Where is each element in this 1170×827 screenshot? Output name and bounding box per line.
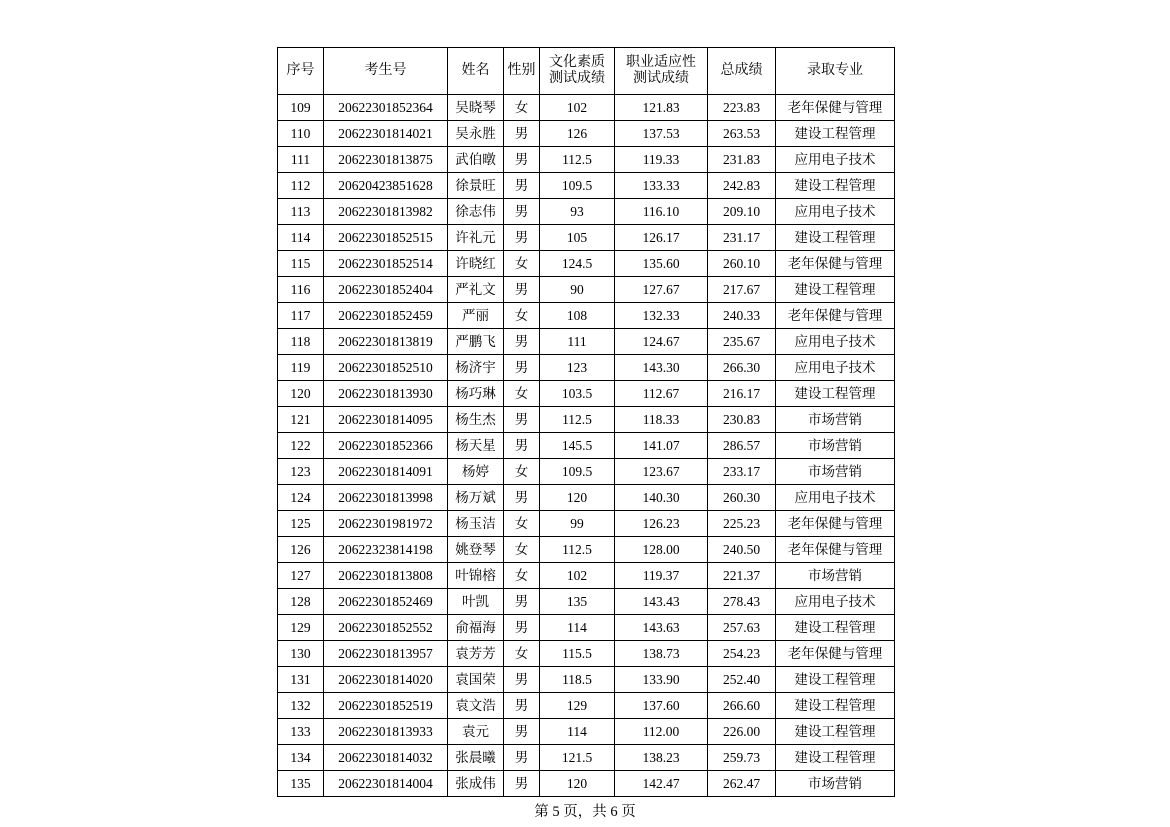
cell-total-score: 252.40 bbox=[708, 667, 776, 693]
cell-culture-score: 135 bbox=[540, 589, 615, 615]
cell-culture-score: 145.5 bbox=[540, 433, 615, 459]
cell-total-score: 240.33 bbox=[708, 303, 776, 329]
cell-vocational-score: 143.63 bbox=[615, 615, 708, 641]
cell-name: 杨生杰 bbox=[448, 407, 504, 433]
cell-total-score: 216.17 bbox=[708, 381, 776, 407]
cell-major: 建设工程管理 bbox=[776, 225, 895, 251]
cell-name: 许礼元 bbox=[448, 225, 504, 251]
column-header-major-line-1: 录取专业 bbox=[807, 62, 863, 78]
cell-culture-score: 114 bbox=[540, 719, 615, 745]
cell-major: 应用电子技术 bbox=[776, 589, 895, 615]
table-row bbox=[278, 173, 895, 199]
column-header-culture-score-line-1: 文化素质 bbox=[549, 54, 605, 70]
cell-vocational-score: 119.37 bbox=[615, 563, 708, 589]
table-row bbox=[278, 199, 895, 225]
cell-vocational-score: 133.90 bbox=[615, 667, 708, 693]
cell-gender: 男 bbox=[504, 329, 540, 355]
cell-major: 建设工程管理 bbox=[776, 277, 895, 303]
table-row bbox=[278, 121, 895, 147]
cell-major: 老年保健与管理 bbox=[776, 251, 895, 277]
cell-exam-no: 20622301852404 bbox=[324, 277, 448, 303]
table-row bbox=[278, 407, 895, 433]
table-row bbox=[278, 277, 895, 303]
table-row bbox=[278, 589, 895, 615]
cell-total-score: 263.53 bbox=[708, 121, 776, 147]
cell-exam-no: 20622301852364 bbox=[324, 95, 448, 121]
cell-seq: 122 bbox=[278, 433, 324, 459]
table-row bbox=[278, 225, 895, 251]
cell-seq: 130 bbox=[278, 641, 324, 667]
cell-gender: 男 bbox=[504, 771, 540, 797]
cell-total-score: 240.50 bbox=[708, 537, 776, 563]
cell-total-score: 231.17 bbox=[708, 225, 776, 251]
cell-name: 杨婷 bbox=[448, 459, 504, 485]
cell-exam-no: 20622323814198 bbox=[324, 537, 448, 563]
cell-exam-no: 20622301814095 bbox=[324, 407, 448, 433]
cell-name: 张成伟 bbox=[448, 771, 504, 797]
column-header-exam-no-line-1: 考生号 bbox=[364, 62, 407, 78]
cell-major: 应用电子技术 bbox=[776, 199, 895, 225]
cell-exam-no: 20620423851628 bbox=[324, 173, 448, 199]
cell-gender: 女 bbox=[504, 537, 540, 563]
cell-gender: 女 bbox=[504, 459, 540, 485]
cell-name: 叶锦榕 bbox=[448, 563, 504, 589]
cell-culture-score: 102 bbox=[540, 95, 615, 121]
cell-vocational-score: 140.30 bbox=[615, 485, 708, 511]
cell-gender: 女 bbox=[504, 303, 540, 329]
cell-total-score: 259.73 bbox=[708, 745, 776, 771]
column-header-name bbox=[448, 48, 504, 95]
cell-seq: 120 bbox=[278, 381, 324, 407]
cell-gender: 男 bbox=[504, 355, 540, 381]
admission-roster-table-wrapper bbox=[277, 47, 894, 797]
cell-exam-no: 20622301852366 bbox=[324, 433, 448, 459]
cell-total-score: 257.63 bbox=[708, 615, 776, 641]
cell-vocational-score: 143.43 bbox=[615, 589, 708, 615]
cell-major: 应用电子技术 bbox=[776, 147, 895, 173]
cell-seq: 115 bbox=[278, 251, 324, 277]
cell-vocational-score: 133.33 bbox=[615, 173, 708, 199]
cell-major: 应用电子技术 bbox=[776, 355, 895, 381]
cell-seq: 135 bbox=[278, 771, 324, 797]
cell-seq: 134 bbox=[278, 745, 324, 771]
table-row bbox=[278, 615, 895, 641]
cell-vocational-score: 112.67 bbox=[615, 381, 708, 407]
cell-culture-score: 123 bbox=[540, 355, 615, 381]
cell-vocational-score: 137.53 bbox=[615, 121, 708, 147]
cell-major: 建设工程管理 bbox=[776, 719, 895, 745]
cell-major: 市场营销 bbox=[776, 771, 895, 797]
cell-culture-score: 126 bbox=[540, 121, 615, 147]
table-row bbox=[278, 95, 895, 121]
cell-gender: 男 bbox=[504, 615, 540, 641]
cell-seq: 126 bbox=[278, 537, 324, 563]
cell-seq: 123 bbox=[278, 459, 324, 485]
cell-exam-no: 20622301813930 bbox=[324, 381, 448, 407]
cell-total-score: 262.47 bbox=[708, 771, 776, 797]
cell-gender: 男 bbox=[504, 433, 540, 459]
cell-total-score: 225.23 bbox=[708, 511, 776, 537]
cell-exam-no: 20622301814021 bbox=[324, 121, 448, 147]
cell-seq: 112 bbox=[278, 173, 324, 199]
cell-gender: 男 bbox=[504, 277, 540, 303]
table-row bbox=[278, 719, 895, 745]
cell-seq: 117 bbox=[278, 303, 324, 329]
cell-major: 应用电子技术 bbox=[776, 485, 895, 511]
cell-gender: 男 bbox=[504, 693, 540, 719]
column-header-name-line-1: 姓名 bbox=[461, 62, 490, 78]
cell-culture-score: 102 bbox=[540, 563, 615, 589]
cell-seq: 131 bbox=[278, 667, 324, 693]
cell-culture-score: 109.5 bbox=[540, 459, 615, 485]
cell-gender: 男 bbox=[504, 485, 540, 511]
cell-seq: 118 bbox=[278, 329, 324, 355]
column-header-major bbox=[776, 48, 895, 95]
cell-culture-score: 129 bbox=[540, 693, 615, 719]
cell-total-score: 278.43 bbox=[708, 589, 776, 615]
cell-seq: 129 bbox=[278, 615, 324, 641]
cell-total-score: 226.00 bbox=[708, 719, 776, 745]
page-footer bbox=[0, 800, 1170, 821]
cell-major: 建设工程管理 bbox=[776, 121, 895, 147]
cell-exam-no: 20622301852510 bbox=[324, 355, 448, 381]
cell-name: 俞福海 bbox=[448, 615, 504, 641]
cell-total-score: 233.17 bbox=[708, 459, 776, 485]
cell-vocational-score: 138.73 bbox=[615, 641, 708, 667]
cell-exam-no: 20622301813998 bbox=[324, 485, 448, 511]
cell-culture-score: 120 bbox=[540, 771, 615, 797]
cell-exam-no: 20622301852515 bbox=[324, 225, 448, 251]
column-header-seq-line-1: 序号 bbox=[286, 62, 315, 78]
cell-culture-score: 99 bbox=[540, 511, 615, 537]
table-row bbox=[278, 745, 895, 771]
cell-seq: 133 bbox=[278, 719, 324, 745]
cell-major: 老年保健与管理 bbox=[776, 303, 895, 329]
cell-total-score: 231.83 bbox=[708, 147, 776, 173]
cell-total-score: 260.30 bbox=[708, 485, 776, 511]
table-body bbox=[278, 95, 895, 797]
cell-culture-score: 112.5 bbox=[540, 147, 615, 173]
cell-exam-no: 20622301814032 bbox=[324, 745, 448, 771]
cell-exam-no: 20622301852469 bbox=[324, 589, 448, 615]
cell-name: 张晨曦 bbox=[448, 745, 504, 771]
cell-name: 袁芳芳 bbox=[448, 641, 504, 667]
cell-total-score: 230.83 bbox=[708, 407, 776, 433]
cell-gender: 男 bbox=[504, 745, 540, 771]
cell-seq: 124 bbox=[278, 485, 324, 511]
table-row bbox=[278, 303, 895, 329]
cell-culture-score: 93 bbox=[540, 199, 615, 225]
cell-gender: 女 bbox=[504, 251, 540, 277]
cell-name: 吴永胜 bbox=[448, 121, 504, 147]
cell-name: 袁国荣 bbox=[448, 667, 504, 693]
cell-total-score: 221.37 bbox=[708, 563, 776, 589]
column-header-total-score-line-1: 总成绩 bbox=[720, 62, 763, 78]
cell-exam-no: 20622301813808 bbox=[324, 563, 448, 589]
cell-major: 市场营销 bbox=[776, 459, 895, 485]
cell-major: 市场营销 bbox=[776, 563, 895, 589]
cell-name: 杨玉洁 bbox=[448, 511, 504, 537]
cell-culture-score: 109.5 bbox=[540, 173, 615, 199]
cell-vocational-score: 112.00 bbox=[615, 719, 708, 745]
cell-seq: 109 bbox=[278, 95, 324, 121]
table-row bbox=[278, 771, 895, 797]
cell-major: 老年保健与管理 bbox=[776, 641, 895, 667]
cell-culture-score: 112.5 bbox=[540, 407, 615, 433]
cell-exam-no: 20622301813957 bbox=[324, 641, 448, 667]
cell-seq: 121 bbox=[278, 407, 324, 433]
cell-vocational-score: 128.00 bbox=[615, 537, 708, 563]
cell-vocational-score: 143.30 bbox=[615, 355, 708, 381]
table-row bbox=[278, 485, 895, 511]
table-row bbox=[278, 563, 895, 589]
cell-culture-score: 112.5 bbox=[540, 537, 615, 563]
table-row bbox=[278, 511, 895, 537]
cell-name: 徐志伟 bbox=[448, 199, 504, 225]
cell-gender: 男 bbox=[504, 719, 540, 745]
cell-vocational-score: 137.60 bbox=[615, 693, 708, 719]
cell-major: 建设工程管理 bbox=[776, 667, 895, 693]
cell-seq: 111 bbox=[278, 147, 324, 173]
cell-exam-no: 20622301814020 bbox=[324, 667, 448, 693]
cell-major: 应用电子技术 bbox=[776, 329, 895, 355]
cell-name: 徐景旺 bbox=[448, 173, 504, 199]
column-header-total-score bbox=[708, 48, 776, 95]
cell-culture-score: 124.5 bbox=[540, 251, 615, 277]
cell-seq: 116 bbox=[278, 277, 324, 303]
cell-vocational-score: 141.07 bbox=[615, 433, 708, 459]
table-row bbox=[278, 667, 895, 693]
cell-gender: 男 bbox=[504, 121, 540, 147]
cell-name: 叶凯 bbox=[448, 589, 504, 615]
cell-exam-no: 20622301813933 bbox=[324, 719, 448, 745]
cell-gender: 男 bbox=[504, 667, 540, 693]
cell-gender: 女 bbox=[504, 95, 540, 121]
cell-vocational-score: 118.33 bbox=[615, 407, 708, 433]
cell-seq: 125 bbox=[278, 511, 324, 537]
cell-exam-no: 20622301852459 bbox=[324, 303, 448, 329]
cell-vocational-score: 127.67 bbox=[615, 277, 708, 303]
cell-gender: 女 bbox=[504, 641, 540, 667]
cell-vocational-score: 126.17 bbox=[615, 225, 708, 251]
cell-vocational-score: 119.33 bbox=[615, 147, 708, 173]
cell-culture-score: 108 bbox=[540, 303, 615, 329]
cell-vocational-score: 142.47 bbox=[615, 771, 708, 797]
admission-roster-table bbox=[277, 47, 895, 797]
cell-exam-no: 20622301814091 bbox=[324, 459, 448, 485]
table-row bbox=[278, 537, 895, 563]
page-number-label: 第 5 页，共 6 页 bbox=[534, 804, 636, 820]
column-header-vocational-score-line-1: 职业适应性 bbox=[626, 54, 696, 70]
cell-vocational-score: 132.33 bbox=[615, 303, 708, 329]
cell-exam-no: 20622301852552 bbox=[324, 615, 448, 641]
cell-name: 杨天星 bbox=[448, 433, 504, 459]
cell-vocational-score: 135.60 bbox=[615, 251, 708, 277]
table-row bbox=[278, 147, 895, 173]
cell-total-score: 223.83 bbox=[708, 95, 776, 121]
cell-total-score: 266.30 bbox=[708, 355, 776, 381]
cell-major: 市场营销 bbox=[776, 433, 895, 459]
cell-seq: 119 bbox=[278, 355, 324, 381]
cell-exam-no: 20622301981972 bbox=[324, 511, 448, 537]
cell-gender: 女 bbox=[504, 511, 540, 537]
table-row bbox=[278, 641, 895, 667]
table-header bbox=[278, 48, 895, 95]
cell-gender: 男 bbox=[504, 407, 540, 433]
cell-culture-score: 103.5 bbox=[540, 381, 615, 407]
cell-major: 建设工程管理 bbox=[776, 173, 895, 199]
cell-exam-no: 20622301813819 bbox=[324, 329, 448, 355]
cell-culture-score: 114 bbox=[540, 615, 615, 641]
cell-seq: 128 bbox=[278, 589, 324, 615]
column-header-vocational-score bbox=[615, 48, 708, 95]
table-row bbox=[278, 433, 895, 459]
table-row bbox=[278, 459, 895, 485]
cell-exam-no: 20622301814004 bbox=[324, 771, 448, 797]
cell-exam-no: 20622301852519 bbox=[324, 693, 448, 719]
column-header-gender bbox=[504, 48, 540, 95]
cell-culture-score: 120 bbox=[540, 485, 615, 511]
table-row bbox=[278, 329, 895, 355]
cell-vocational-score: 138.23 bbox=[615, 745, 708, 771]
cell-total-score: 235.67 bbox=[708, 329, 776, 355]
cell-culture-score: 121.5 bbox=[540, 745, 615, 771]
cell-seq: 132 bbox=[278, 693, 324, 719]
cell-major: 建设工程管理 bbox=[776, 745, 895, 771]
cell-culture-score: 111 bbox=[540, 329, 615, 355]
cell-culture-score: 90 bbox=[540, 277, 615, 303]
table-row bbox=[278, 381, 895, 407]
table-header-row bbox=[278, 48, 895, 95]
table-row bbox=[278, 355, 895, 381]
cell-seq: 127 bbox=[278, 563, 324, 589]
cell-gender: 男 bbox=[504, 225, 540, 251]
cell-culture-score: 105 bbox=[540, 225, 615, 251]
cell-name: 吴晓琴 bbox=[448, 95, 504, 121]
column-header-vocational-score-line-2: 测试成绩 bbox=[633, 71, 689, 86]
cell-vocational-score: 121.83 bbox=[615, 95, 708, 121]
cell-total-score: 286.57 bbox=[708, 433, 776, 459]
column-header-culture-score-line-2: 测试成绩 bbox=[549, 71, 605, 86]
cell-major: 建设工程管理 bbox=[776, 381, 895, 407]
cell-culture-score: 118.5 bbox=[540, 667, 615, 693]
cell-name: 杨万斌 bbox=[448, 485, 504, 511]
cell-name: 严鹏飞 bbox=[448, 329, 504, 355]
cell-name: 许晓红 bbox=[448, 251, 504, 277]
cell-major: 老年保健与管理 bbox=[776, 95, 895, 121]
column-header-exam-no bbox=[324, 48, 448, 95]
cell-gender: 男 bbox=[504, 173, 540, 199]
cell-total-score: 217.67 bbox=[708, 277, 776, 303]
cell-gender: 女 bbox=[504, 563, 540, 589]
cell-total-score: 260.10 bbox=[708, 251, 776, 277]
cell-major: 建设工程管理 bbox=[776, 615, 895, 641]
cell-total-score: 254.23 bbox=[708, 641, 776, 667]
cell-major: 老年保健与管理 bbox=[776, 537, 895, 563]
cell-major: 老年保健与管理 bbox=[776, 511, 895, 537]
cell-major: 市场营销 bbox=[776, 407, 895, 433]
column-header-culture-score bbox=[540, 48, 615, 95]
cell-exam-no: 20622301852514 bbox=[324, 251, 448, 277]
cell-exam-no: 20622301813875 bbox=[324, 147, 448, 173]
column-header-seq bbox=[278, 48, 324, 95]
cell-vocational-score: 124.67 bbox=[615, 329, 708, 355]
table-row bbox=[278, 251, 895, 277]
cell-total-score: 242.83 bbox=[708, 173, 776, 199]
cell-exam-no: 20622301813982 bbox=[324, 199, 448, 225]
cell-seq: 114 bbox=[278, 225, 324, 251]
cell-total-score: 209.10 bbox=[708, 199, 776, 225]
cell-name: 袁元 bbox=[448, 719, 504, 745]
cell-seq: 110 bbox=[278, 121, 324, 147]
cell-seq: 113 bbox=[278, 199, 324, 225]
cell-name: 武伯暾 bbox=[448, 147, 504, 173]
cell-vocational-score: 116.10 bbox=[615, 199, 708, 225]
cell-vocational-score: 126.23 bbox=[615, 511, 708, 537]
cell-vocational-score: 123.67 bbox=[615, 459, 708, 485]
cell-culture-score: 115.5 bbox=[540, 641, 615, 667]
cell-name: 杨巧琳 bbox=[448, 381, 504, 407]
cell-name: 杨济宇 bbox=[448, 355, 504, 381]
cell-name: 姚登琴 bbox=[448, 537, 504, 563]
cell-name: 袁文浩 bbox=[448, 693, 504, 719]
column-header-gender-line-1: 性别 bbox=[507, 62, 536, 78]
cell-gender: 男 bbox=[504, 199, 540, 225]
cell-total-score: 266.60 bbox=[708, 693, 776, 719]
cell-major: 建设工程管理 bbox=[776, 693, 895, 719]
cell-gender: 女 bbox=[504, 381, 540, 407]
table-row bbox=[278, 693, 895, 719]
cell-gender: 男 bbox=[504, 589, 540, 615]
cell-name: 严礼文 bbox=[448, 277, 504, 303]
cell-gender: 男 bbox=[504, 147, 540, 173]
cell-name: 严丽 bbox=[448, 303, 504, 329]
